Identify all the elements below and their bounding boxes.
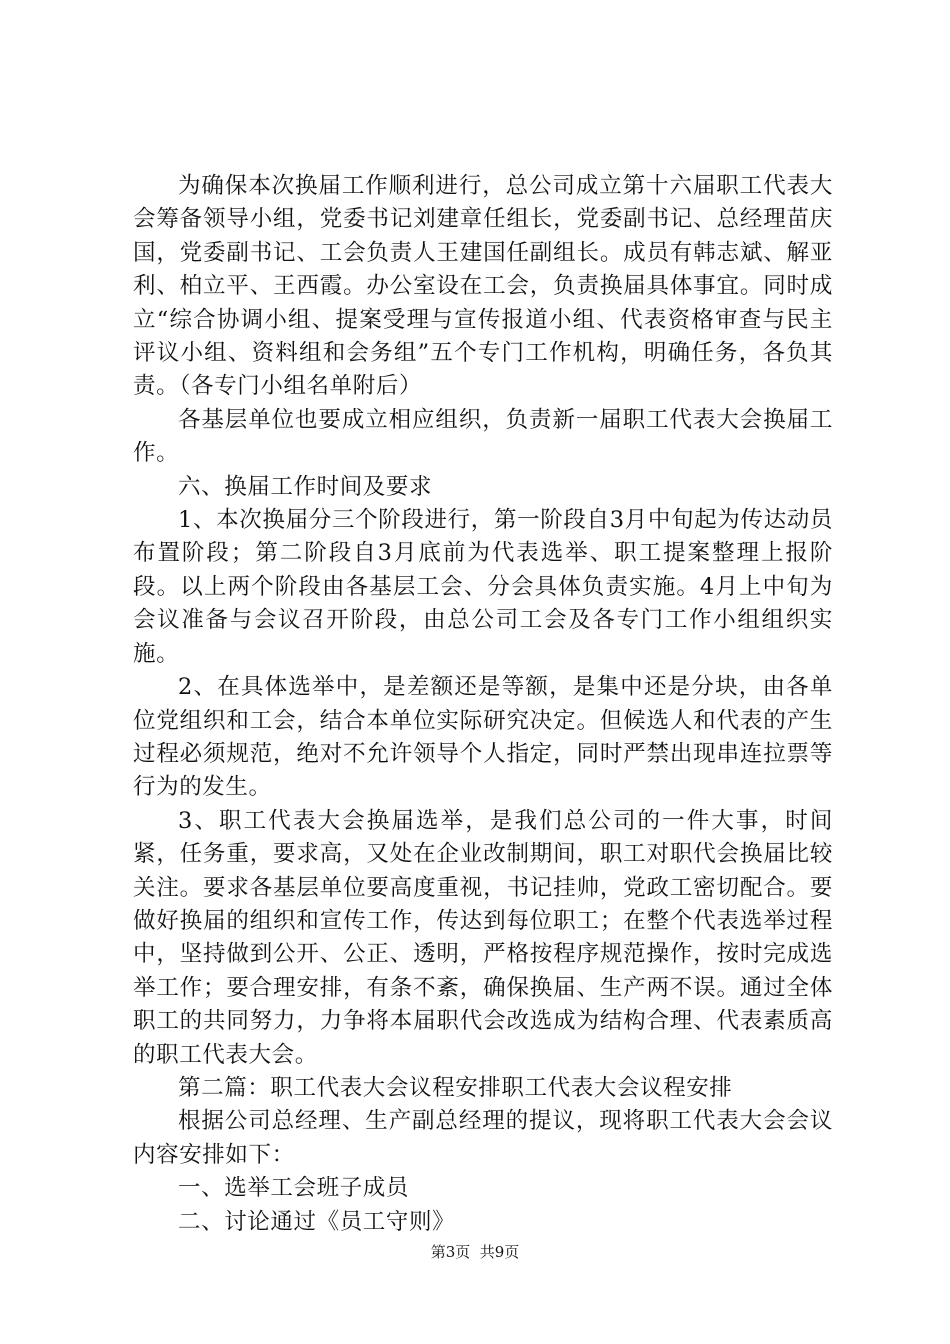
paragraph-agenda-intro: 根据公司总经理、生产副总经理的提议，现将职工代表大会会议内容安排如下： [133,1108,833,1168]
page-footer [0,1242,950,1262]
agenda-item-2: 二、讨论通过《员工守则》 [178,1208,456,1235]
section-heading-schedule: 六、换届工作时间及要求 [178,473,433,500]
paragraph-preparatory-group: 为确保本次换届工作顺利进行，总公司成立第十六届职工代表大会筹备领导小组，党委书记刘建章任组长，党委副书记、总经理苗庆国，党委副书记、工会负责人王建国任副组长。成员有韩志斌、解亚利、柏立平、王西霞。办公室设在工会，负责换届具体事宜。同时成立“综合协调小组、提案受理与宣传报道小组、代表资格审查与民主评议小组、资料组和会务组”五个专门工作机构，明确任务，各负其责。（各专门小组名单附后） [133,173,833,400]
paragraph-requirements: 3、职工代表大会换届选举，是我们总公司的一件大事，时间紧，任务重，要求高，又处在企业改制期间，职工对职代会换届比较关注。要求各基层单位要高度重视，书记挂帅，党政工密切配合。要做好换届的组织和宣传工作，传达到每位职工；在整个代表选举过程中，坚持做到公开、公正、透明，严格按程序规范操作，按时完成选举工作；要合理安排，有条不紊，确保换届、生产两不误。通过全体职工的共同努力，力争将本届职代会改选成为结构合理、代表素质高的职工代表大会。 [133,807,833,1068]
paragraph-stages: 1、本次换届分三个阶段进行，第一阶段自3月中旬起为传达动员布置阶段；第二阶段自3月底前为代表选举、职工提案整理上报阶段。以上两个阶段由各基层工会、分会具体负责实施。4月上中旬为会议准备与会议召开阶段，由总公司工会及各专门工作小组组织实施。 [133,507,833,667]
chapter-heading-agenda: 第二篇：职工代表大会议程安排职工代表大会议程安排 [178,1074,733,1101]
paragraph-grassroots-units: 各基层单位也要成立相应组织，负责新一届职工代表大会换届工作。 [133,406,833,467]
paragraph-election-method: 2、在具体选举中，是差额还是等额，是集中还是分块，由各单位党组织和工会，结合本单位实际研究决定。但候选人和代表的产生过程必须规范，绝对不允许领导个人指定，同时严禁出现串连拉票等行为的发生。 [133,674,833,801]
agenda-item-1: 一、选举工会班子成员 [178,1175,410,1202]
document-body [133,170,833,1239]
page-number: 第3页 共9页 [430,1243,520,1261]
